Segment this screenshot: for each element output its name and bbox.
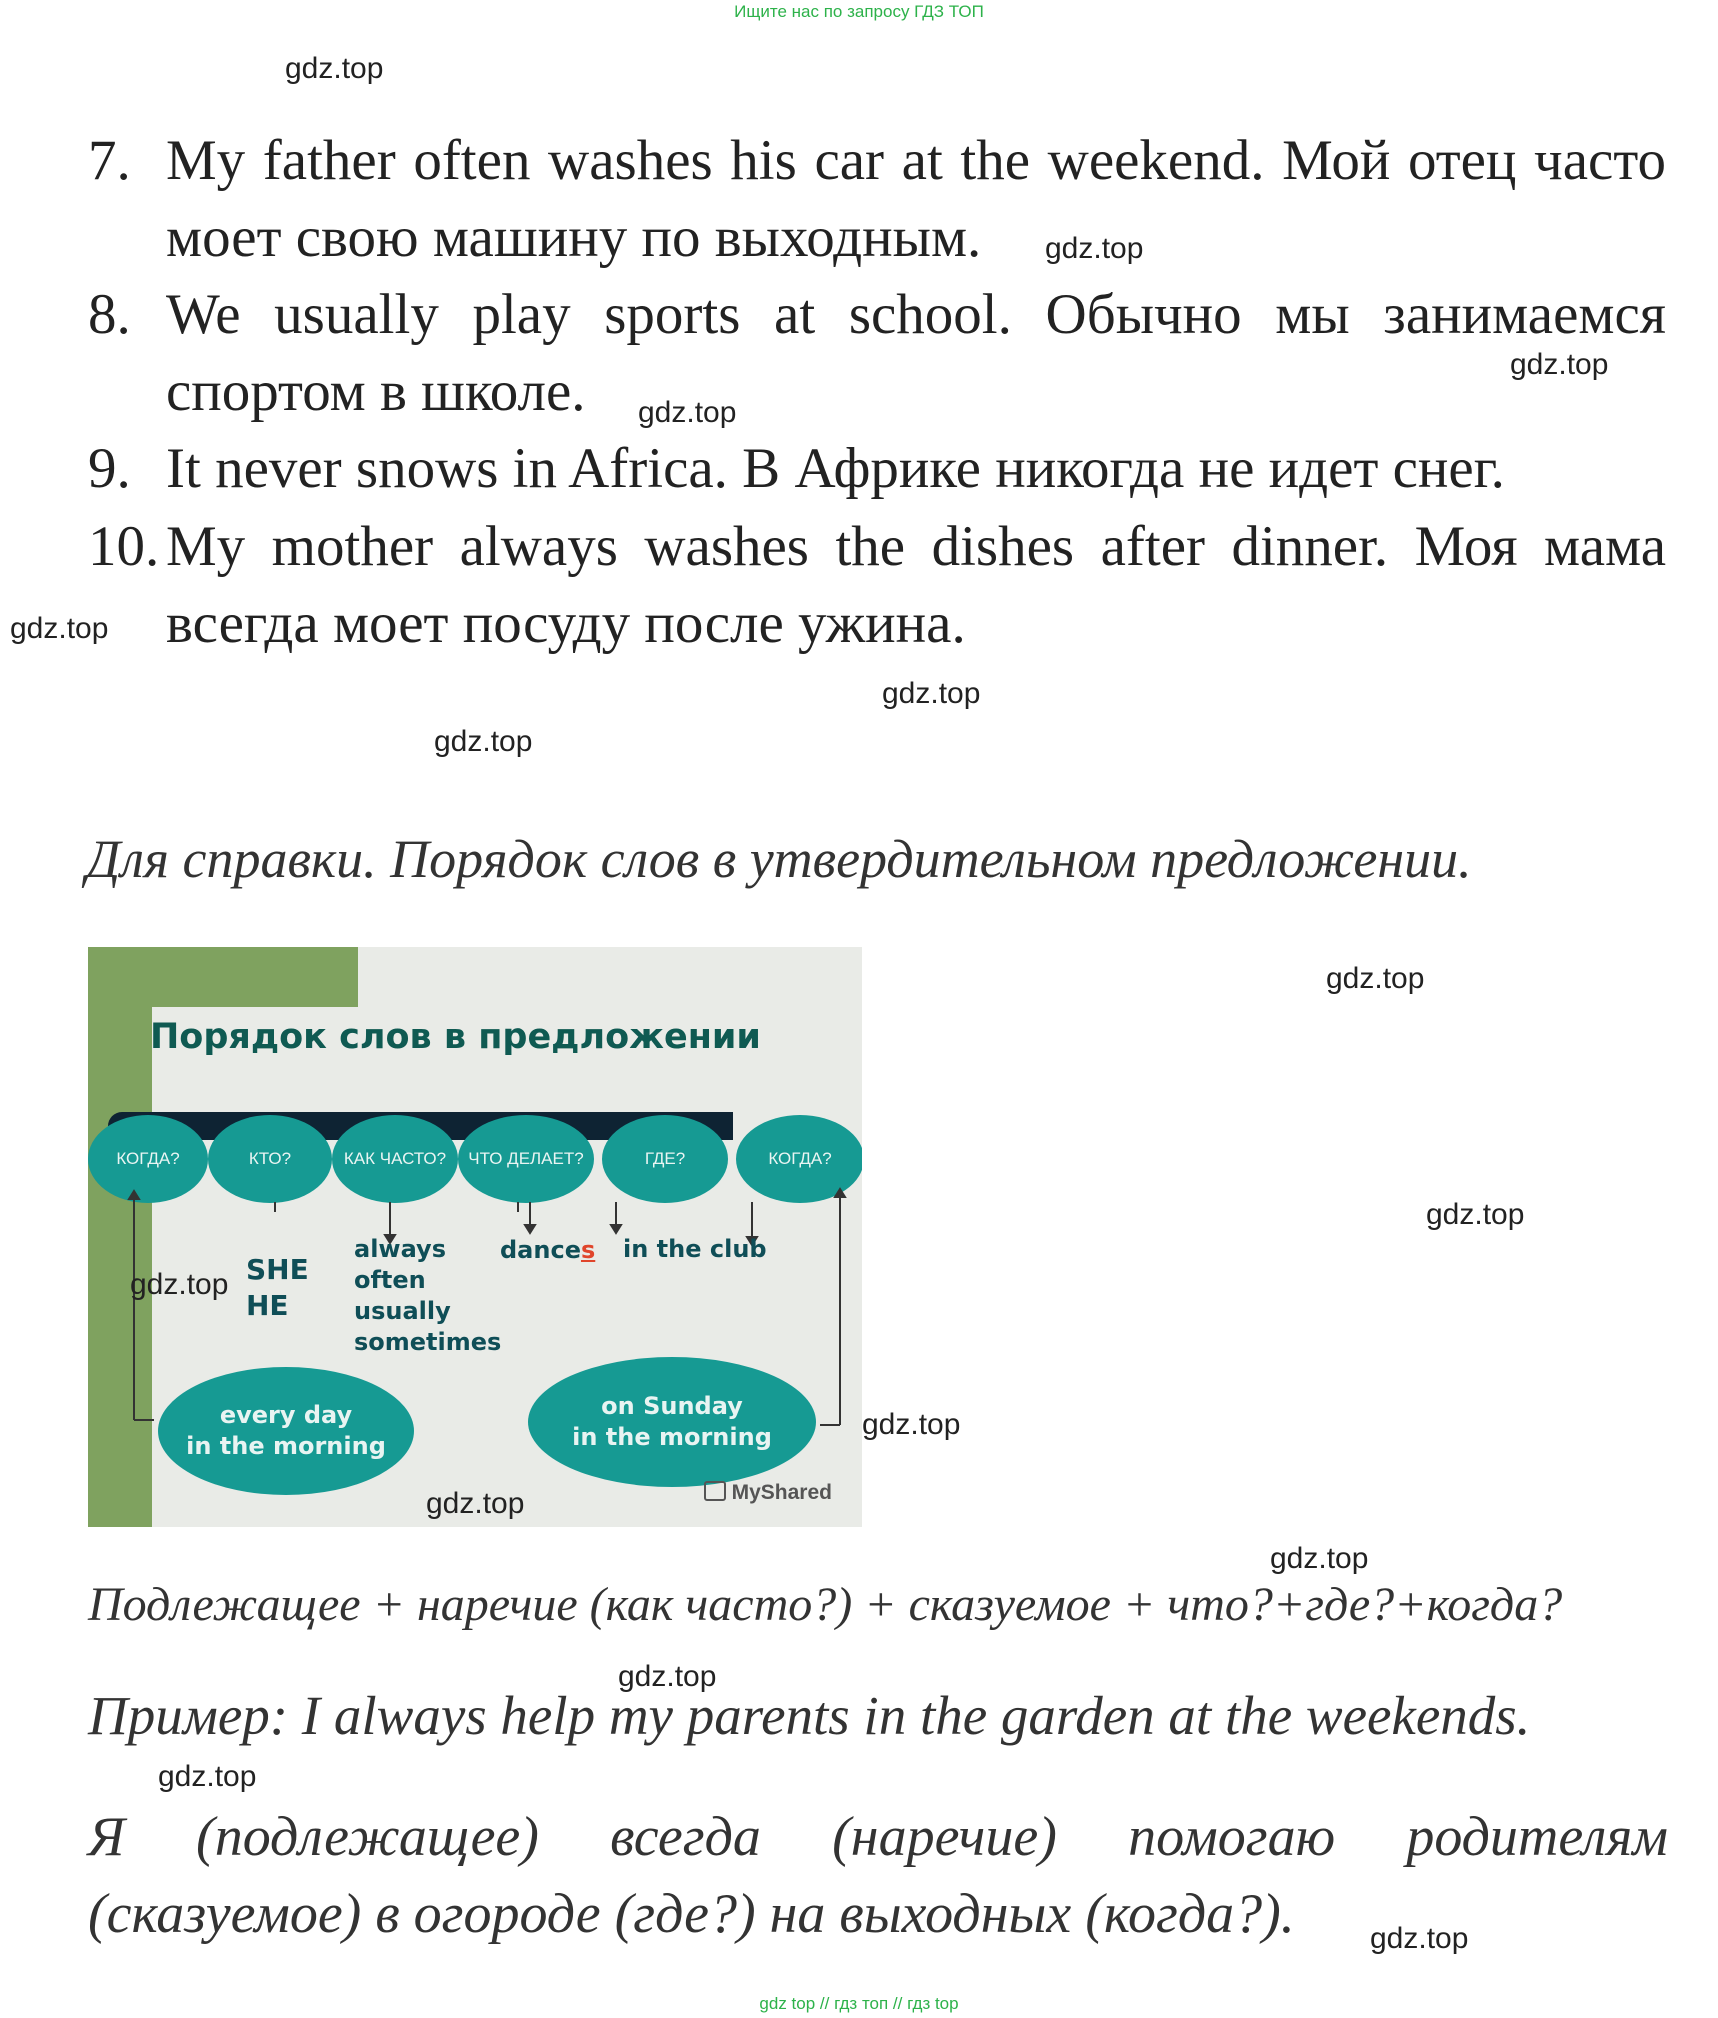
myshared-label: MyShared bbox=[731, 1481, 832, 1504]
adverb-sometimes: sometimes bbox=[354, 1328, 502, 1356]
word-order-slide bbox=[88, 947, 862, 1527]
oval-what-does: ЧТО ДЕЛАЕТ? bbox=[458, 1115, 594, 1203]
oval-when: КОГДА? bbox=[88, 1115, 208, 1203]
watermark: gdz.top bbox=[158, 1760, 257, 1793]
slide-title: Порядок слов в предложении bbox=[150, 1017, 761, 1057]
item-number: 8. bbox=[88, 283, 131, 346]
watermark: gdz.top bbox=[1270, 1542, 1369, 1575]
formula: Подлежащее + наречие (как часто?) + сказуемое + что?+где?+когда? bbox=[88, 1578, 1563, 1631]
arrow-head bbox=[611, 1225, 621, 1233]
adverb-always: always bbox=[354, 1235, 446, 1263]
watermark: gdz.top bbox=[1370, 1922, 1469, 1955]
subject-he: HE bbox=[246, 1289, 289, 1322]
verb-ending: s bbox=[580, 1236, 596, 1264]
item-number: 10. bbox=[88, 515, 160, 578]
watermark: gdz.top bbox=[1510, 348, 1609, 381]
item-text: My mother always washes the dishes after dinner. Моя мама bbox=[166, 515, 1666, 578]
translation-line2: (сказуемое) в огороде (где?) на выходных (когда?). bbox=[88, 1883, 1295, 1945]
watermark: gdz.top bbox=[618, 1660, 717, 1693]
translation-line1: Я (подлежащее) всегда (наречие) помогаю родителям bbox=[88, 1806, 1668, 1868]
watermark: gdz.top bbox=[130, 1268, 229, 1301]
watermark: gdz.top bbox=[285, 52, 384, 85]
watermark: gdz.top bbox=[10, 612, 109, 645]
item-text-cont: спортом в школе. bbox=[166, 360, 586, 423]
myshared-logo bbox=[704, 1481, 832, 1505]
top-banner[interactable]: Ищите нас по запросу ГДЗ ТОП bbox=[734, 2, 984, 21]
oval-where: ГДЕ? bbox=[602, 1115, 728, 1203]
adverb-often: often bbox=[354, 1266, 426, 1294]
time-left-line2: in the morning bbox=[186, 1432, 386, 1460]
item-text-cont: всегда моет посуду после ужина. bbox=[166, 592, 966, 655]
chart-icon bbox=[704, 1481, 726, 1501]
time-left-line1: every day bbox=[219, 1401, 353, 1429]
oval-who: КТО? bbox=[208, 1115, 332, 1203]
subject-she: SHE bbox=[246, 1253, 309, 1286]
item-text: My father often washes his car at the weekend. Мой отец часто bbox=[166, 129, 1666, 192]
item-number: 9. bbox=[88, 437, 131, 500]
watermark: gdz.top bbox=[1326, 962, 1425, 995]
arrow-head bbox=[129, 1191, 139, 1199]
watermark: gdz.top bbox=[1426, 1198, 1525, 1231]
example: Пример: I always help my parents in the garden at the weekends. bbox=[88, 1685, 1531, 1746]
oval-how-often: КАК ЧАСТО? bbox=[332, 1115, 458, 1203]
time-right-line1: on Sunday bbox=[601, 1392, 743, 1420]
watermark: gdz.top bbox=[434, 725, 533, 758]
reference-heading: Для справки. Порядок слов в утвердительном предложении. bbox=[86, 829, 1472, 889]
item-text: It never snows in Africa. В Африке никогда не идет снег. bbox=[166, 437, 1505, 500]
verb-stem: dance bbox=[500, 1236, 581, 1264]
item-text: We usually play sports at school. Обычно мы занимаемся bbox=[166, 283, 1666, 346]
watermark: gdz.top bbox=[426, 1487, 525, 1520]
footer-links[interactable]: gdz top // гдз топ // гдз top bbox=[759, 1994, 959, 2013]
watermark: gdz.top bbox=[638, 396, 737, 429]
time-right-line2: in the morning bbox=[572, 1423, 772, 1451]
item-text-cont: моет свою машину по выходным. bbox=[166, 206, 982, 269]
arrow-head bbox=[835, 1189, 845, 1197]
item-number: 7. bbox=[88, 129, 131, 192]
watermark: gdz.top bbox=[862, 1408, 961, 1441]
verb-dances bbox=[500, 1235, 595, 1266]
watermark: gdz.top bbox=[1045, 232, 1144, 265]
place-in-the-club: in the club bbox=[623, 1235, 767, 1263]
oval-when-end: КОГДА? bbox=[736, 1115, 862, 1203]
adverb-usually: usually bbox=[354, 1297, 451, 1325]
watermark: gdz.top bbox=[882, 677, 981, 710]
time-ellipse-left bbox=[158, 1367, 414, 1495]
arrow-head bbox=[525, 1225, 535, 1233]
time-ellipse-right bbox=[528, 1357, 816, 1487]
